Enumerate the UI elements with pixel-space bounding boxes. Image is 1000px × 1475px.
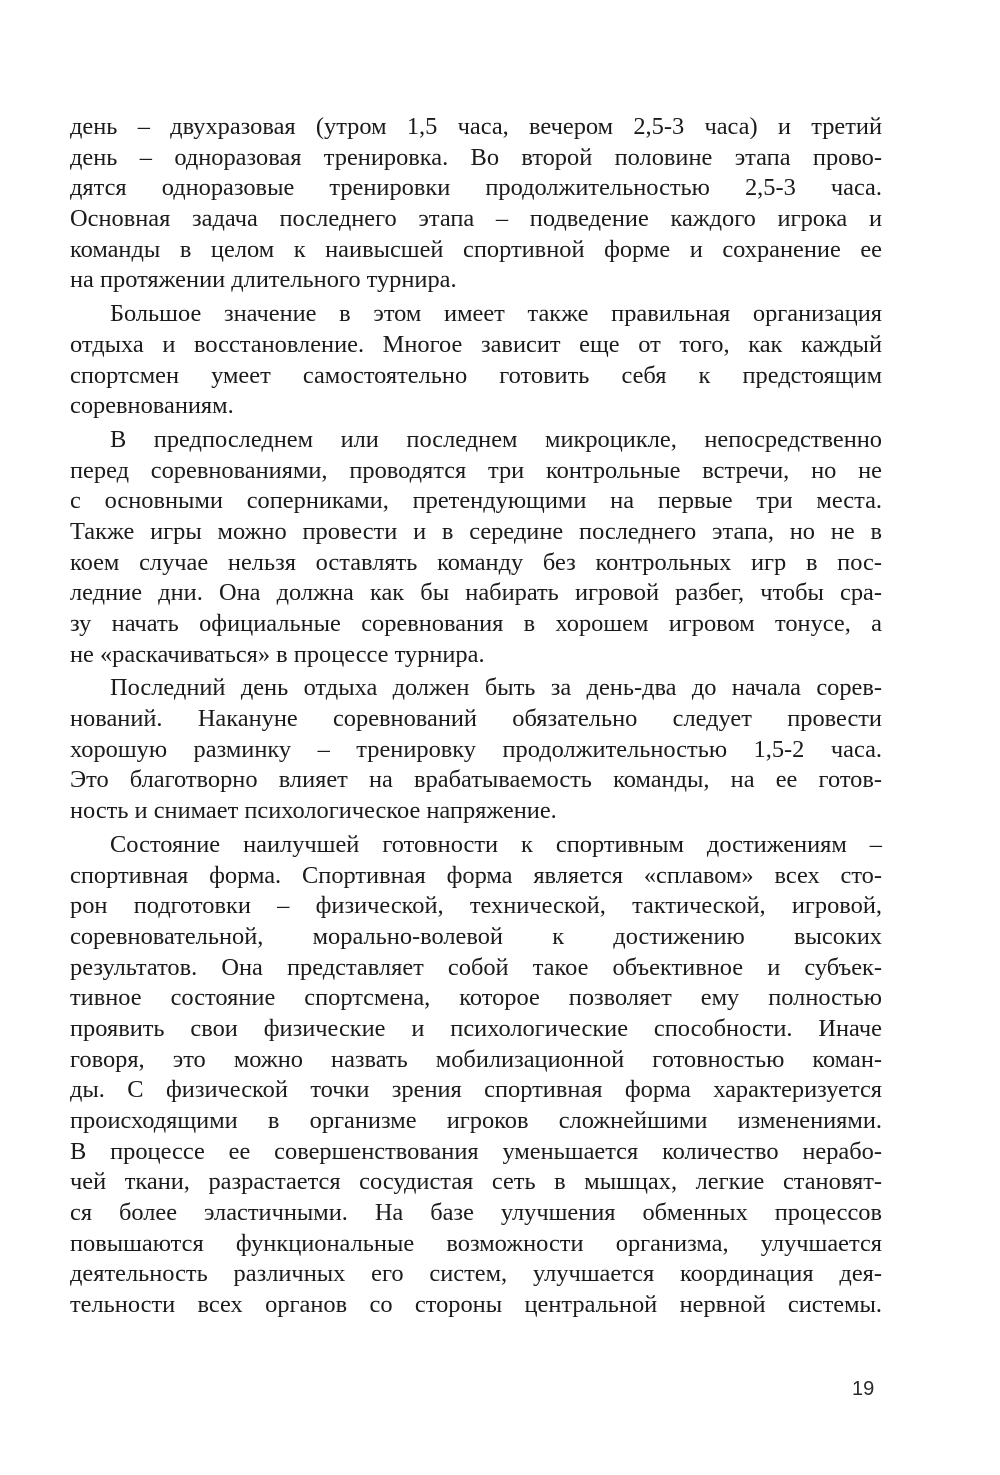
paragraph [70, 425, 882, 671]
paragraph [70, 673, 882, 826]
text-line: день – двухразовая (утром 1,5 часа, вечером 2,5-3 часа) и третий [70, 113, 882, 140]
text-line: нований. Накануне соревнований обязательно следует провести [70, 705, 882, 733]
text-line: Это благотворно влияет на врабатываемость команды, на ее готов- [70, 766, 882, 794]
text-line: тивное состояние спортсмена, которое позволяет ему полностью [70, 984, 882, 1012]
text-line: ность и снимает психологическое напряжение. [70, 797, 557, 825]
page-body [70, 112, 882, 1324]
text-line: повышаются функциональные возможности организма, улучшается [70, 1229, 882, 1257]
text-line: говоря, это можно назвать мобилизационной готовностью коман- [70, 1045, 882, 1073]
paragraph [70, 112, 882, 296]
text-line: Последний день отдыха должен быть за день-два до начала сорев- [110, 674, 882, 702]
text-line: зу начать официальные соревнования в хорошем игровом тонусе, а [70, 610, 882, 637]
text-line: команды в целом к наивысшей спортивной форме и сохранение ее [70, 235, 882, 263]
text-line: ды. С физической точки зрения спортивная форма характеризуется [70, 1076, 882, 1104]
text-line: коем случае нельзя оставлять команду без контрольных игр в пос- [70, 548, 882, 576]
text-line: тельности всех органов со стороны центральной нервной системы. [70, 1291, 882, 1319]
text-line: Большое значение в этом имеет также правильная организация [110, 300, 882, 328]
text-line: перед соревнованиями, проводятся три контрольные встречи, но не [70, 456, 882, 484]
text-line: ледние дни. Она должна как бы набирать игровой разбег, чтобы сра- [70, 579, 882, 607]
text-line: В процессе ее совершенствования уменьшается количество нерабо- [70, 1137, 882, 1165]
text-line: хорошую разминку – тренировку продолжительностью 1,5-2 часа. [70, 735, 882, 763]
text-line: отдыха и восстановление. Многое зависит еще от того, как каждый [70, 330, 882, 358]
text-line: проявить свои физические и психологические способности. Иначе [70, 1014, 882, 1042]
text-line: с основными соперниками, претендующими на первые три места. [70, 487, 882, 515]
text-line: на протяжении длительного турнира. [70, 266, 457, 294]
text-line: В предпоследнем или последнем микроцикле, непосредственно [110, 425, 882, 453]
text-line: чей ткани, разрастается сосудистая сеть в мышцах, легкие становят- [70, 1168, 882, 1196]
text-line: соревновательной, морально-волевой к достижению высоких [70, 922, 882, 950]
text-line: происходящими в организме игроков сложнейшими изменениями. [70, 1107, 882, 1134]
text-line: Состояние наилучшей готовности к спортивным достижениям – [110, 830, 882, 858]
text-line: ся более эластичными. На базе улучшения обменных процессов [70, 1199, 882, 1227]
text-line: результатов. Она представляет собой такое объективное и субъек- [70, 953, 882, 981]
text-line: Также игры можно провести и в середине последнего этапа, но не в [70, 517, 882, 545]
text-line: рон подготовки – физической, технической, тактической, игровой, [70, 892, 882, 920]
text-line: день – одноразовая тренировка. Во второй половине этапа прово- [70, 143, 882, 171]
text-line: дятся одноразовые тренировки продолжительностью 2,5-3 часа. [70, 174, 882, 202]
page-number: 19 [852, 1378, 875, 1400]
text-line: не «раскачиваться» в процессе турнира. [70, 640, 485, 668]
text-line: Основная задача последнего этапа – подведение каждого игрока и [70, 205, 882, 233]
text-line: спортсмен умеет самостоятельно готовить себя к предстоящим [70, 361, 882, 389]
text-line: деятельность различных его систем, улучшается координация дея- [70, 1260, 882, 1288]
paragraph [70, 299, 882, 422]
paragraph [70, 830, 882, 1321]
text-line: спортивная форма. Спортивная форма является «сплавом» всех сто- [70, 861, 882, 889]
text-line: соревнованиям. [70, 392, 234, 420]
